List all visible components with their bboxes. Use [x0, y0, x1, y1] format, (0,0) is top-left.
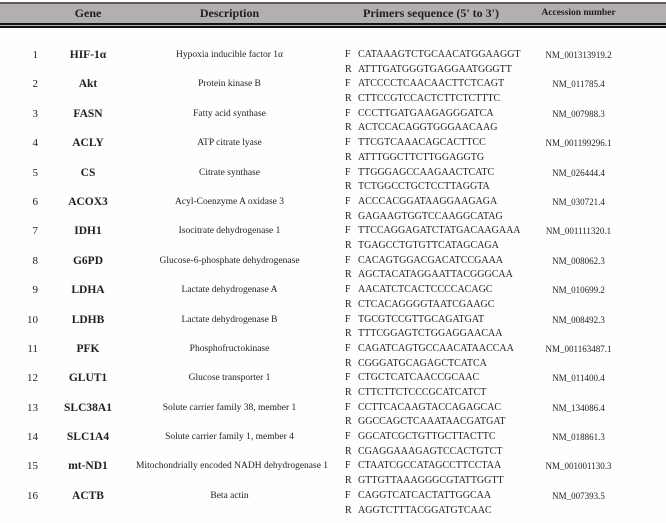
- primer-sequences: [331, 136, 531, 165]
- forward-primer-line: [345, 136, 531, 151]
- header-primers: Primers sequence (5' to 3'): [363, 6, 499, 20]
- table-row: [0, 459, 666, 488]
- forward-prefix-label: F: [345, 489, 351, 501]
- accession-number: NM_030721.4: [552, 196, 605, 207]
- gene-name: SLC1A4: [66, 431, 110, 444]
- forward-prefix-label: F: [345, 107, 351, 119]
- forward-primer-line: [345, 195, 531, 210]
- gene-description: Citrate synthase: [199, 167, 260, 178]
- table-body: [0, 28, 666, 518]
- reverse-prefix-label: R: [345, 240, 352, 252]
- reverse-prefix-label: R: [345, 357, 352, 369]
- primer-sequences: [331, 430, 531, 459]
- forward-primer-line: [345, 371, 531, 386]
- table-row: [0, 313, 666, 342]
- gene-description: Phosphofructokinase: [189, 343, 270, 354]
- reverse-primer-sequence: TTTCGGAGTCTGGAGGAACAA: [358, 328, 503, 340]
- forward-primer-sequence: CTAATCGCCATAGCCTTCCTAA: [358, 460, 502, 472]
- reverse-prefix-label: R: [345, 93, 352, 105]
- forward-prefix-label: F: [345, 401, 351, 413]
- reverse-primer-line: [345, 180, 531, 195]
- forward-primer-line: [345, 77, 531, 92]
- table-row: [0, 136, 666, 165]
- accession-number: NM_011400.4: [552, 373, 605, 384]
- row-number: 5: [32, 166, 38, 179]
- table-row: [0, 430, 666, 459]
- reverse-prefix-label: R: [345, 475, 352, 487]
- reverse-prefix-label: R: [345, 151, 352, 163]
- forward-prefix-label: F: [345, 49, 351, 60]
- reverse-primer-sequence: GTTGTTAAAGGGCGTATTGGTT: [358, 475, 504, 487]
- reverse-prefix-label: R: [345, 181, 352, 193]
- forward-prefix-label: F: [345, 431, 351, 443]
- table-row: [0, 224, 666, 253]
- row-number: 3: [32, 107, 38, 120]
- reverse-prefix-label: R: [345, 504, 352, 516]
- forward-prefix-label: F: [345, 166, 351, 178]
- gene-name: SLC38A1: [64, 401, 112, 414]
- primer-sequences: [331, 283, 531, 312]
- primer-sequences: [331, 254, 531, 283]
- reverse-primer-sequence: ATTTGATGGGTGAGGAATGGGTT: [358, 63, 512, 75]
- gene-name: FASN: [73, 107, 103, 120]
- reverse-primer-line: [345, 386, 531, 401]
- table-row: [0, 283, 666, 312]
- gene-description: Lactate dehydrogenase A: [181, 285, 278, 296]
- forward-primer-line: [345, 283, 531, 298]
- row-number: 4: [32, 137, 38, 150]
- table-row: [0, 166, 666, 195]
- forward-primer-line: [345, 166, 531, 181]
- accession-number: NM_010699.2: [552, 285, 605, 296]
- reverse-prefix-label: R: [345, 416, 352, 428]
- reverse-primer-sequence: CTTCCGTCCACTCTTCTCTTTC: [358, 93, 501, 105]
- row-number: 9: [32, 284, 38, 297]
- forward-primer-line: [345, 489, 531, 504]
- accession-number: NM_001001130.3: [545, 461, 612, 472]
- row-number: 14: [27, 431, 38, 444]
- forward-primer-sequence: ATCCCCTCAACAACTTCTCAGT: [358, 78, 505, 90]
- gene-description: Glucose-6-phosphate dehydrogenase: [159, 255, 300, 266]
- reverse-primer-sequence: ATTTGGCTTCTTGGAGGTG: [358, 151, 485, 163]
- forward-primer-line: [345, 342, 531, 357]
- primer-sequences: [331, 313, 531, 342]
- primer-sequences: [331, 48, 531, 77]
- forward-primer-sequence: CATAAAGTCTGCAACATGGAAGGT: [358, 49, 521, 60]
- row-number: 16: [27, 489, 38, 502]
- row-number: 15: [27, 460, 38, 473]
- forward-primer-sequence: ACCCACGGATAAGGAAGAGA: [358, 195, 498, 207]
- primer-sequences: [331, 459, 531, 488]
- reverse-prefix-label: R: [345, 63, 352, 75]
- primer-sequences: [331, 371, 531, 400]
- table-row: [0, 254, 666, 283]
- gene-description: Solute carrier family 38, member 1: [162, 402, 297, 413]
- reverse-primer-line: [345, 415, 531, 430]
- gene-description: Glucose transporter 1: [188, 373, 271, 384]
- table-header-row: [0, 2, 666, 28]
- gene-name: ACTB: [72, 489, 104, 502]
- forward-prefix-label: F: [345, 254, 351, 266]
- reverse-primer-sequence: CGAGGAAAGAGTCCACTGTCT: [358, 445, 503, 457]
- accession-number: NM_134086.4: [552, 402, 605, 413]
- forward-primer-sequence: CACAGTGGACGACATCCGAAA: [358, 254, 504, 266]
- reverse-prefix-label: R: [345, 298, 352, 310]
- forward-prefix-label: F: [345, 313, 351, 325]
- gene-name: G6PD: [72, 254, 104, 267]
- gene-name: PFK: [76, 342, 100, 355]
- primer-sequences: [331, 107, 531, 136]
- forward-primer-sequence: CCCTTGATGAAGAGGGATCA: [358, 107, 494, 119]
- gene-description: Mitochondrially encoded NADH dehydrogenase 1: [136, 461, 329, 472]
- forward-primer-sequence: CAGATCAGTGCCAACATAACCAA: [358, 342, 514, 354]
- gene-description: Solute carrier family 1, member 4: [165, 432, 294, 443]
- reverse-primer-sequence: TGAGCCTGTGTTCATAGCAGA: [358, 240, 499, 252]
- forward-prefix-label: F: [345, 137, 351, 149]
- forward-primer-line: [345, 459, 531, 474]
- gene-description: Hypoxia inducible factor 1α: [175, 50, 284, 60]
- forward-prefix-label: F: [345, 78, 351, 90]
- row-number: 10: [27, 313, 38, 326]
- row-number: 13: [27, 401, 38, 414]
- forward-prefix-label: F: [345, 225, 351, 237]
- reverse-primer-sequence: AGCTACATAGGAATTACGGGCAA: [358, 269, 513, 281]
- forward-primer-line: [345, 254, 531, 269]
- forward-primer-sequence: CAGGTCATCACTATTGGCAA: [358, 489, 492, 501]
- table-row: [0, 342, 666, 371]
- header-description: Description: [199, 6, 260, 20]
- primer-sequences: [331, 224, 531, 253]
- forward-primer-sequence: TGCGTCCGTTGCAGATGAT: [358, 313, 485, 325]
- row-number: 1: [32, 49, 38, 61]
- reverse-primer-line: [345, 151, 531, 166]
- reverse-primer-sequence: GGCCAGCTCAAATAACGATGAT: [358, 416, 506, 428]
- gene-description: Acyl-Coenzyme A oxidase 3: [175, 196, 284, 207]
- table-row: [0, 371, 666, 400]
- gene-name: IDH1: [74, 225, 102, 238]
- forward-primer-sequence: CTGCTCATCAACCGCAAC: [358, 372, 480, 384]
- gene-description: Fatty acid synthase: [193, 108, 266, 119]
- table-row: [0, 489, 666, 518]
- reverse-primer-sequence: CGGGATGCAGAGCTCATCA: [358, 357, 487, 369]
- reverse-primer-line: [345, 239, 531, 254]
- table-row: [0, 401, 666, 430]
- accession-number: NM_008492.3: [552, 314, 605, 325]
- header-gene: Gene: [74, 6, 102, 20]
- accession-number: NM_001313919.2: [545, 50, 612, 60]
- forward-primer-sequence: GGCATCGCTGTTGCTTACTTC: [358, 431, 496, 443]
- forward-primer-line: [345, 48, 531, 63]
- reverse-primer-line: [345, 474, 531, 489]
- accession-number: NM_001111320.1: [545, 226, 612, 237]
- forward-primer-line: [345, 107, 531, 122]
- header-accession: Accession number: [541, 8, 616, 18]
- reverse-prefix-label: R: [345, 122, 352, 134]
- table-row: [0, 107, 666, 136]
- reverse-primer-line: [345, 504, 531, 519]
- gene-description: Lactate dehydrogenase B: [181, 314, 278, 325]
- row-number: 6: [32, 195, 38, 208]
- accession-number: NM_007393.5: [552, 490, 605, 501]
- gene-name: ACOX3: [68, 195, 108, 208]
- reverse-primer-line: [345, 210, 531, 225]
- forward-primer-line: [345, 401, 531, 416]
- reverse-primer-sequence: AGGTCTTTACGGATGTCAAC: [358, 504, 492, 516]
- forward-primer-sequence: TTCCAGGAGATCTATGACAAGAAA: [358, 225, 521, 237]
- reverse-primer-line: [345, 357, 531, 372]
- gene-description: Protein kinase B: [198, 79, 261, 90]
- accession-number: NM_026444.4: [552, 167, 605, 178]
- forward-primer-sequence: TTCGTCAAACAGCACTTCC: [358, 137, 486, 149]
- primer-sequences: [331, 77, 531, 106]
- gene-name: Akt: [78, 78, 98, 91]
- primer-sequences: [331, 401, 531, 430]
- reverse-prefix-label: R: [345, 445, 352, 457]
- row-number: 12: [27, 372, 38, 385]
- gene-name: LDHA: [71, 284, 105, 297]
- reverse-primer-line: [345, 121, 531, 136]
- reverse-prefix-label: R: [345, 269, 352, 281]
- forward-prefix-label: F: [345, 460, 351, 472]
- forward-primer-line: [345, 224, 531, 239]
- primer-sequences: [331, 342, 531, 371]
- gene-name: mt-ND1: [68, 460, 108, 473]
- reverse-prefix-label: R: [345, 387, 352, 398]
- forward-primer-sequence: CCTTCACAAGTACCAGAGCAC: [358, 401, 502, 413]
- table-row: [0, 77, 666, 106]
- reverse-primer-sequence: CTTCTTCTCCCGCATCATCT: [358, 387, 487, 398]
- gene-name: LDHB: [71, 313, 105, 326]
- row-number: 2: [32, 78, 38, 91]
- accession-number: NM_018861.3: [552, 432, 605, 443]
- reverse-primer-sequence: CTCACAGGGGTAATCGAAGC: [358, 298, 495, 310]
- reverse-prefix-label: R: [345, 328, 352, 340]
- gene-name: ACLY: [72, 137, 104, 150]
- reverse-primer-line: [345, 63, 531, 78]
- gene-name: HIF-1α: [69, 49, 107, 61]
- table-row: [0, 195, 666, 224]
- forward-prefix-label: F: [345, 284, 351, 296]
- reverse-primer-sequence: ACTCCACAGGTGGGAACAAG: [358, 122, 498, 134]
- accession-number: NM_001199296.1: [545, 138, 612, 149]
- row-number: 7: [32, 225, 38, 238]
- accession-number: NM_011785.4: [552, 79, 605, 90]
- reverse-prefix-label: R: [345, 210, 352, 222]
- gene-name: GLUT1: [68, 372, 108, 385]
- accession-number: NM_001163487.1: [545, 343, 612, 354]
- gene-description: Isocitrate dehydrogenase 1: [178, 226, 281, 237]
- forward-prefix-label: F: [345, 372, 351, 384]
- row-number: 11: [27, 342, 38, 355]
- reverse-primer-line: [345, 268, 531, 283]
- forward-prefix-label: F: [345, 342, 351, 354]
- primer-sequences: [331, 166, 531, 195]
- forward-primer-line: [345, 313, 531, 328]
- reverse-primer-sequence: TCTGGCCTGCTCCTTAGGTA: [358, 181, 490, 193]
- forward-primer-sequence: TTGGGAGCCAAGAACTCATC: [358, 166, 495, 178]
- row-number: 8: [32, 254, 38, 267]
- forward-prefix-label: F: [345, 195, 351, 207]
- forward-primer-line: [345, 430, 531, 445]
- gene-description: Beta actin: [210, 490, 249, 501]
- forward-primer-sequence: AACATCTCACTCCCCACAGC: [358, 284, 493, 296]
- table-row: [0, 48, 666, 77]
- primer-sequences: [331, 489, 531, 518]
- reverse-primer-line: [345, 298, 531, 313]
- reverse-primer-sequence: GAGAAGTGGTCCAAGGCATAG: [358, 210, 503, 222]
- reverse-primer-line: [345, 445, 531, 460]
- gene-description: ATP citrate lyase: [197, 138, 262, 149]
- primer-sequences: [331, 195, 531, 224]
- reverse-primer-line: [345, 327, 531, 342]
- accession-number: NM_008062.3: [552, 255, 605, 266]
- accession-number: NM_007988.3: [552, 108, 605, 119]
- reverse-primer-line: [345, 92, 531, 107]
- gene-name: CS: [80, 166, 96, 179]
